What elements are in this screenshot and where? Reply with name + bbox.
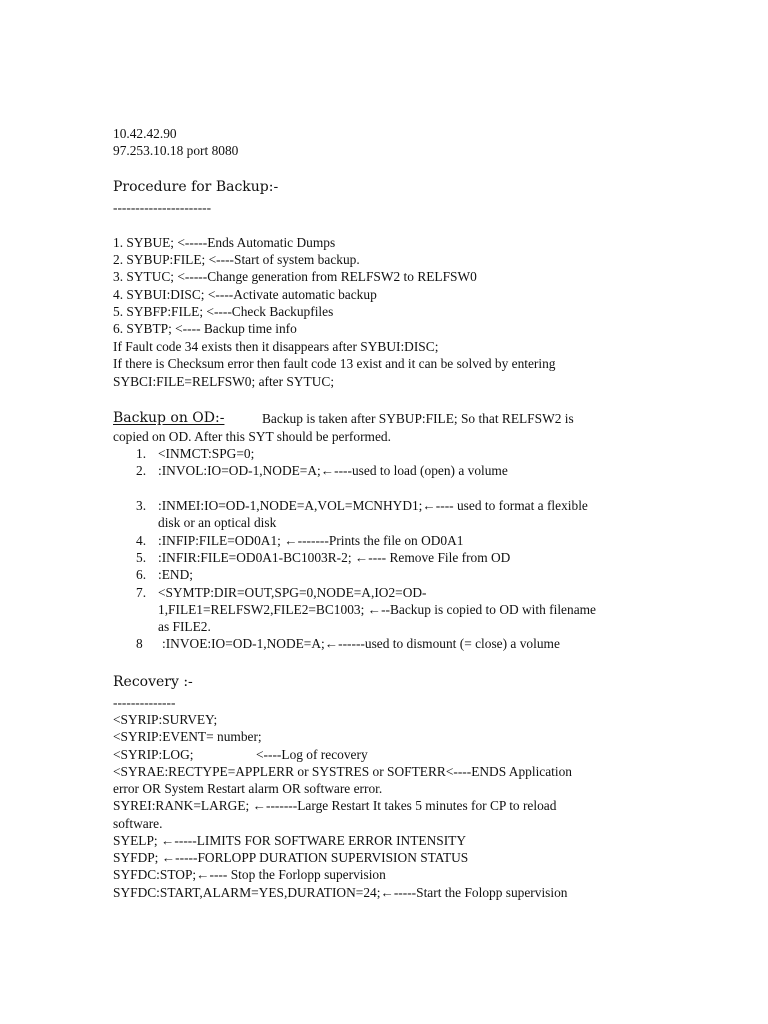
- od-item-number: 5.: [136, 550, 147, 565]
- od-item-command: :INFIR:FILE=OD0A1-BC1003R-2;: [158, 550, 352, 565]
- left-arrow-icon: ←: [324, 636, 339, 651]
- backup-note: If there is Checksum error then fault code 13 exist and it can be solved by entering: [113, 356, 556, 371]
- od-item-command: :INFIP:FILE=OD0A1;: [158, 533, 281, 548]
- od-item-command: :INVOL:IO=OD-1,NODE=A;: [158, 463, 321, 478]
- od-item-number: 1.: [136, 446, 147, 461]
- recovery-line: [113, 849, 468, 866]
- backup-heading: Procedure for Backup:-: [113, 179, 279, 195]
- od-item-command: 1,FILE1=RELFSW2,FILE2=BC1003;: [158, 602, 365, 617]
- ip-address-1: 10.42.42.90: [113, 126, 177, 141]
- left-arrow-icon: ←: [422, 498, 436, 513]
- recovery-command: SYELP;: [113, 833, 158, 848]
- od-heading: Backup on OD:-: [113, 410, 225, 426]
- od-item-note: -------Prints the file on OD0A1: [297, 533, 464, 548]
- recovery-note: -------Large Restart It takes 5 minutes for CP to reload: [266, 798, 557, 813]
- od-item-text: [162, 635, 560, 652]
- od-item-number: 4.: [136, 533, 147, 548]
- recovery-line: [113, 797, 556, 814]
- backup-note: SYBCI:FILE=RELFSW0; after SYTUC;: [113, 374, 335, 389]
- recovery-note: -----Start the Folopp supervision: [393, 885, 568, 900]
- od-item-text: :END;: [158, 567, 193, 582]
- recovery-line: <SYRIP:SURVEY;: [113, 712, 218, 727]
- recovery-note: ---- Stop the Forlopp supervision: [209, 867, 386, 882]
- left-arrow-icon: ←: [380, 885, 394, 900]
- od-item-continuation: disk or an optical disk: [158, 515, 277, 530]
- recovery-command: SYFDC:START,ALARM=YES,DURATION=24;: [113, 885, 381, 900]
- backup-heading-underline: ----------------------: [113, 200, 212, 215]
- recovery-note: -----FORLOPP DURATION SUPERVISION STATUS: [175, 850, 469, 865]
- od-item-text: [158, 601, 596, 618]
- od-item-text: [158, 549, 510, 566]
- recovery-line: error OR System Restart alarm OR software error.: [113, 781, 383, 796]
- recovery-line: [113, 884, 568, 901]
- backup-step: 2. SYBUP:FILE; <----Start of system backup.: [113, 252, 360, 267]
- left-arrow-icon: ←: [161, 833, 175, 848]
- left-arrow-icon: ←: [196, 867, 210, 882]
- od-item-note: --Backup is copied to OD with filename: [381, 602, 596, 617]
- od-item-text: [158, 532, 463, 549]
- left-arrow-icon: ←: [354, 550, 369, 565]
- od-item-note: ------used to dismount (= close) a volume: [338, 636, 560, 651]
- od-item-number: 6.: [136, 567, 147, 582]
- od-item-number: 8: [136, 636, 143, 651]
- recovery-line: [113, 832, 466, 849]
- left-arrow-icon: ←: [284, 533, 298, 548]
- od-item-note: ----used to load (open) a volume: [334, 463, 508, 478]
- od-item-text: <INMCT:SPG=0;: [158, 446, 255, 461]
- od-item-command: :INVOE:IO=OD-1,NODE=A;: [162, 636, 325, 651]
- od-item-note: ---- Remove File from OD: [368, 550, 511, 565]
- recovery-command: SYFDP;: [113, 850, 159, 865]
- backup-step: 6. SYBTP; <---- Backup time info: [113, 321, 297, 336]
- od-item-text: <SYMTP:DIR=OUT,SPG=0,NODE=A,IO2=OD-: [158, 585, 427, 600]
- recovery-line: <SYRIP:LOG;: [113, 747, 194, 762]
- backup-step: 1. SYBUE; <-----Ends Automatic Dumps: [113, 235, 336, 250]
- backup-step: 3. SYTUC; <-----Change generation from RELFSW2 to RELFSW0: [113, 269, 477, 284]
- recovery-command: SYREI:RANK=LARGE;: [113, 798, 250, 813]
- od-item-note: ---- used to format a flexible: [435, 498, 588, 513]
- recovery-note: -----LIMITS FOR SOFTWARE ERROR INTENSITY: [174, 833, 467, 848]
- recovery-heading: Recovery :-: [113, 674, 193, 690]
- ip-address-2: 97.253.10.18 port 8080: [113, 143, 239, 158]
- backup-step: 5. SYBFP:FILE; <----Check Backupfiles: [113, 304, 334, 319]
- recovery-command: SYFDC:STOP;: [113, 867, 197, 882]
- od-item-number: 7.: [136, 585, 147, 600]
- backup-note: If Fault code 34 exists then it disappears after SYBUI:DISC;: [113, 339, 439, 354]
- od-item-text: [158, 462, 508, 479]
- od-item-number: 2.: [136, 463, 147, 478]
- recovery-line: software.: [113, 816, 163, 831]
- left-arrow-icon: ←: [367, 602, 382, 617]
- left-arrow-icon: ←: [161, 850, 176, 865]
- recovery-line: [113, 866, 386, 883]
- recovery-heading-underline: --------------: [113, 695, 176, 710]
- left-arrow-icon: ←: [252, 798, 267, 813]
- recovery-line-note: <----Log of recovery: [256, 747, 368, 762]
- backup-step: 4. SYBUI:DISC; <----Activate automatic backup: [113, 287, 377, 302]
- recovery-line: <SYRAE:RECTYPE=APPLERR or SYSTRES or SOFTERR<----ENDS Application: [113, 764, 573, 779]
- od-item-command: :INMEI:IO=OD-1,NODE=A,VOL=MCNHYD1;: [158, 498, 423, 513]
- left-arrow-icon: ←: [320, 463, 335, 478]
- od-item-text: [158, 497, 588, 514]
- od-intro: Backup is taken after SYBUP:FILE; So that RELFSW2 is: [262, 411, 574, 426]
- od-item-continuation: as FILE2.: [158, 619, 211, 634]
- od-intro: copied on OD. After this SYT should be performed.: [113, 429, 391, 444]
- recovery-line: <SYRIP:EVENT= number;: [113, 729, 262, 744]
- od-item-number: 3.: [136, 498, 147, 513]
